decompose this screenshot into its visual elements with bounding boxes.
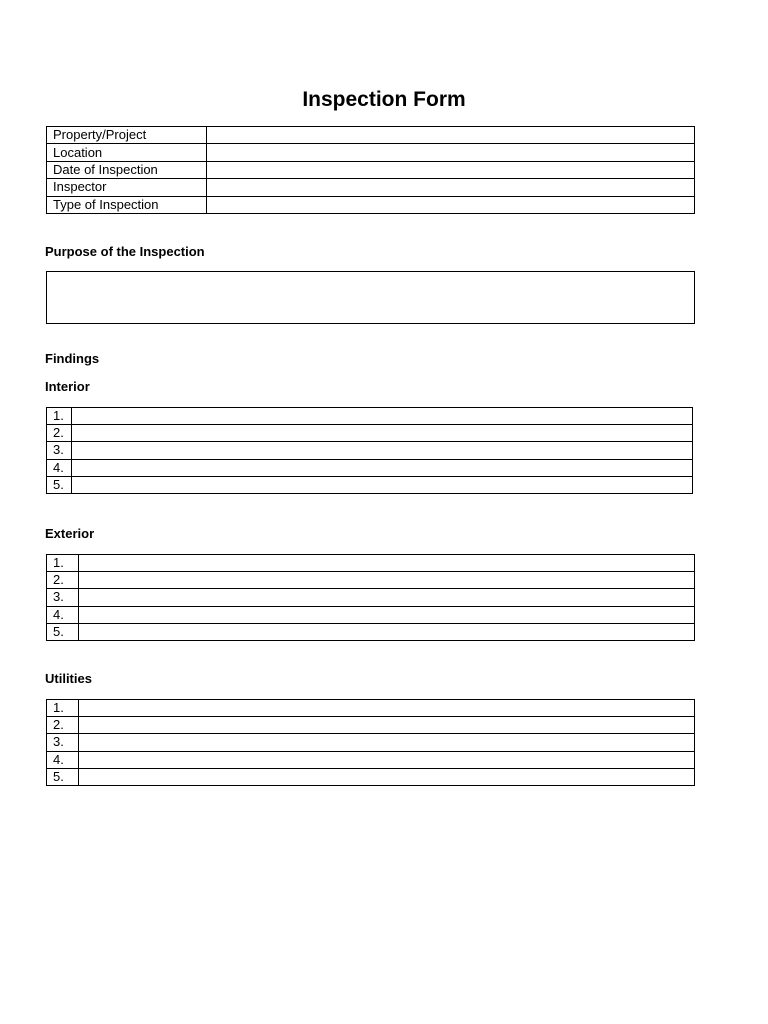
table-row (47, 572, 695, 589)
utilities-item-field[interactable] (79, 700, 695, 717)
property-project-label: Property/Project (47, 127, 207, 144)
utilities-table (46, 699, 695, 786)
table-row (47, 589, 695, 606)
purpose-field[interactable] (46, 271, 695, 324)
row-number: 2. (47, 717, 79, 734)
interior-heading: Interior (45, 379, 90, 394)
table-row (47, 768, 695, 785)
page-title: Inspection Form (302, 88, 466, 111)
location-label: Location (47, 144, 207, 161)
row-number: 5. (47, 768, 79, 785)
date-of-inspection-field[interactable] (207, 161, 695, 178)
info-row-date (47, 161, 695, 178)
exterior-table (46, 554, 695, 641)
table-row (47, 459, 693, 476)
date-of-inspection-label: Date of Inspection (47, 161, 207, 178)
row-number: 4. (47, 606, 79, 623)
interior-item-field[interactable] (72, 425, 693, 442)
info-table (46, 126, 695, 214)
info-row-type (47, 196, 695, 213)
interior-table (46, 407, 693, 494)
purpose-heading: Purpose of the Inspection (45, 244, 205, 259)
table-row (47, 717, 695, 734)
row-number: 2. (47, 425, 72, 442)
location-field[interactable] (207, 144, 695, 161)
row-number: 5. (47, 623, 79, 640)
utilities-item-field[interactable] (79, 768, 695, 785)
table-row (47, 734, 695, 751)
interior-item-field[interactable] (72, 459, 693, 476)
type-of-inspection-field[interactable] (207, 196, 695, 213)
info-row-location (47, 144, 695, 161)
inspector-field[interactable] (207, 179, 695, 196)
utilities-heading: Utilities (45, 671, 92, 686)
exterior-item-field[interactable] (79, 623, 695, 640)
interior-item-field[interactable] (72, 476, 693, 493)
interior-item-field[interactable] (72, 408, 693, 425)
table-row (47, 623, 695, 640)
findings-heading: Findings (45, 351, 100, 366)
table-row (47, 476, 693, 493)
table-row (47, 606, 695, 623)
interior-item-field[interactable] (72, 442, 693, 459)
table-row (47, 442, 693, 459)
row-number: 3. (47, 442, 72, 459)
table-row (47, 751, 695, 768)
exterior-item-field[interactable] (79, 589, 695, 606)
exterior-item-field[interactable] (79, 555, 695, 572)
utilities-item-field[interactable] (79, 751, 695, 768)
type-of-inspection-label: Type of Inspection (47, 196, 207, 213)
row-number: 3. (47, 589, 79, 606)
row-number: 4. (47, 751, 79, 768)
row-number: 1. (47, 700, 79, 717)
exterior-item-field[interactable] (79, 572, 695, 589)
row-number: 4. (47, 459, 72, 476)
property-project-field[interactable] (207, 127, 695, 144)
utilities-item-field[interactable] (79, 734, 695, 751)
table-row (47, 408, 693, 425)
table-row (47, 700, 695, 717)
row-number: 2. (47, 572, 79, 589)
exterior-heading: Exterior (45, 526, 95, 541)
table-row (47, 555, 695, 572)
table-row (47, 425, 693, 442)
inspector-label: Inspector (47, 179, 207, 196)
row-number: 1. (47, 555, 79, 572)
utilities-item-field[interactable] (79, 717, 695, 734)
row-number: 3. (47, 734, 79, 751)
row-number: 5. (47, 476, 72, 493)
exterior-item-field[interactable] (79, 606, 695, 623)
info-row-property (47, 127, 695, 144)
info-row-inspector (47, 179, 695, 196)
row-number: 1. (47, 408, 72, 425)
